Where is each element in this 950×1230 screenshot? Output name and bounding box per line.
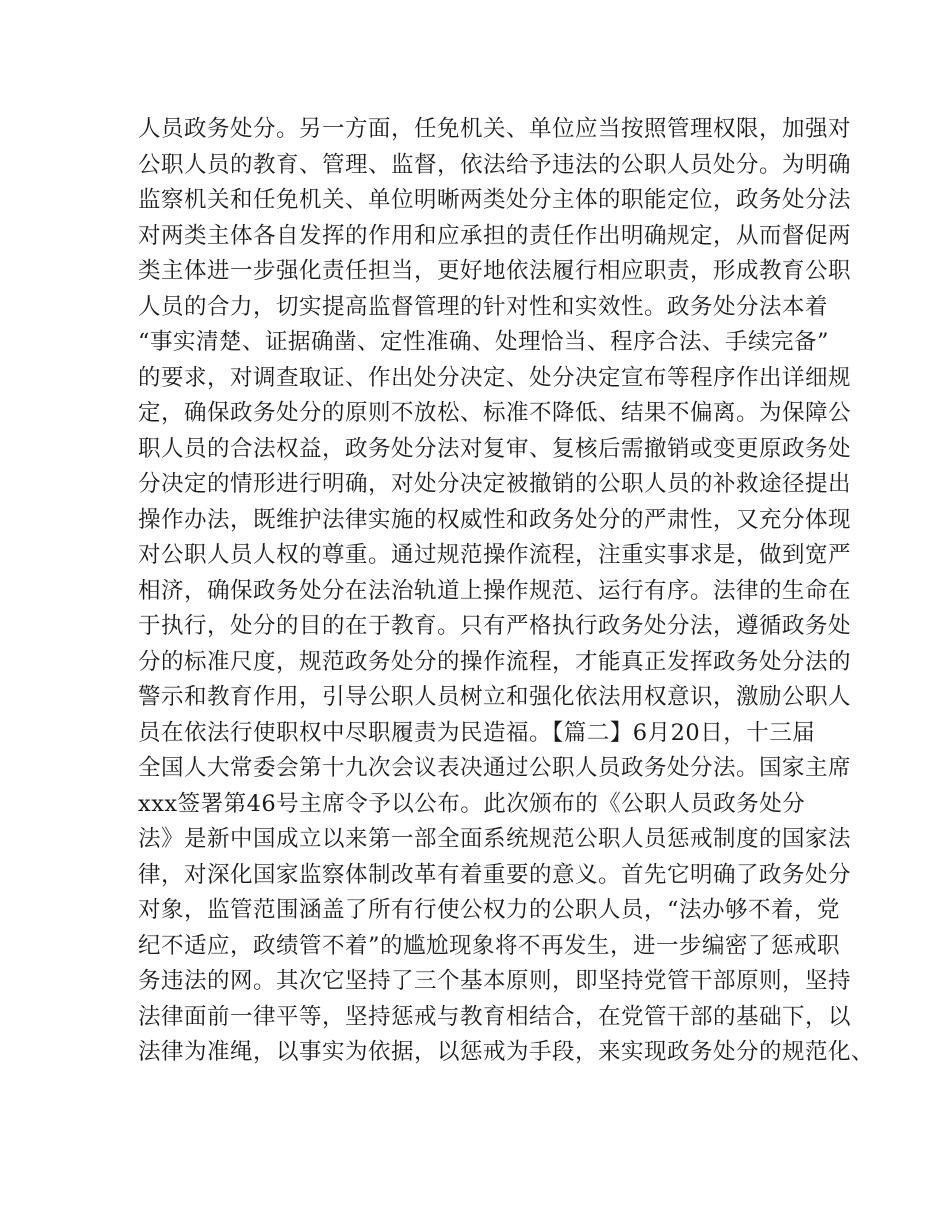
body-text	[138, 112, 875, 1071]
text-line: 警示和教育作用，引导公职人员树立和强化依法用权意识，激励公职人	[138, 684, 852, 710]
text-line: 律，对深化国家监察体制改革有着重要的意义。首先它明确了政务处分	[138, 861, 852, 888]
text-line: 纪不适应，政绩管不着”的尴尬现象将不再发生，进一步编密了惩戒职	[138, 932, 841, 959]
text-line: 监察机关和任免机关、单位明晰两类处分主体的职能定位，政务处分法	[138, 187, 852, 213]
text-line: xxx签署第46号主席令予以公布。此次颁布的《公职人员政务处分	[138, 790, 806, 817]
text-line: 法律面前一律平等，坚持惩戒与教育相结合，在党管干部的基础下，以	[138, 1003, 852, 1030]
text-line: 类主体进一步强化责任担当，更好地依法履行相应职责，形成教育公职	[138, 258, 852, 284]
text-line: 人员的合力，切实提高监督管理的针对性和实效性。政务处分法本着	[138, 293, 829, 320]
text-line: 于执行，处分的目的在于教育。只有严格执行政务处分法，遵循政务处	[138, 613, 852, 639]
text-line: 对公职人员人权的尊重。通过规范操作流程，注重实事求是，做到宽严	[138, 542, 852, 568]
text-line: 的要求，对调查取证、作出处分决定、处分决定宣布等程序作出详细规	[138, 364, 852, 391]
text-line: “事实清楚、证据确凿、定性准确、处理恰当、程序合法、手续完备”	[138, 329, 830, 355]
text-line: 职人员的合法权益，政务处分法对复审、复核后需撤销或变更原政务处	[138, 435, 852, 462]
text-line: 操作办法，既维护法律实施的权威性和政务处分的严肃性，又充分体现	[138, 506, 852, 533]
text-line: 对象，监管范围涵盖了所有行使公权力的公职人员，“法办够不着，党	[138, 897, 841, 923]
text-line: 相济，确保政务处分在法治轨道上操作规范、运行有序。法律的生命在	[138, 577, 852, 604]
text-line: 分的标准尺度，规范政务处分的操作流程，才能真正发挥政务处分法的	[138, 648, 852, 675]
text-line: 务违法的网。其次它坚持了三个基本原则，即坚持党管干部原则，坚持	[138, 968, 852, 994]
text-line: 定，确保政务处分的原则不放松、标准不降低、结果不偏离。为保障公	[138, 400, 852, 426]
text-line: 法》是新中国成立以来第一部全面系统规范公职人员惩戒制度的国家法	[138, 826, 852, 852]
text-line: 全国人大常委会第十九次会议表决通过公职人员政务处分法。国家主席	[138, 755, 852, 781]
text-line: 公职人员的教育、管理、监督，依法给予违法的公职人员处分。为明确	[138, 151, 852, 178]
text-line: 对两类主体各自发挥的作用和应承担的责任作出明确规定，从而督促两	[138, 222, 852, 249]
text-line: 法律为准绳，以事实为依据，以惩戒为手段，来实现政务处分的规范化、	[138, 1039, 875, 1065]
text-line: 人员政务处分。另一方面，任免机关、单位应当按照管理权限，加强对	[138, 116, 852, 142]
text-line: 员在依法行使职权中尽职履责为民造福。【篇二】6月20日，十三届	[138, 719, 816, 746]
text-line: 分决定的情形进行明确，对处分决定被撤销的公职人员的补救途径提出	[138, 471, 852, 497]
